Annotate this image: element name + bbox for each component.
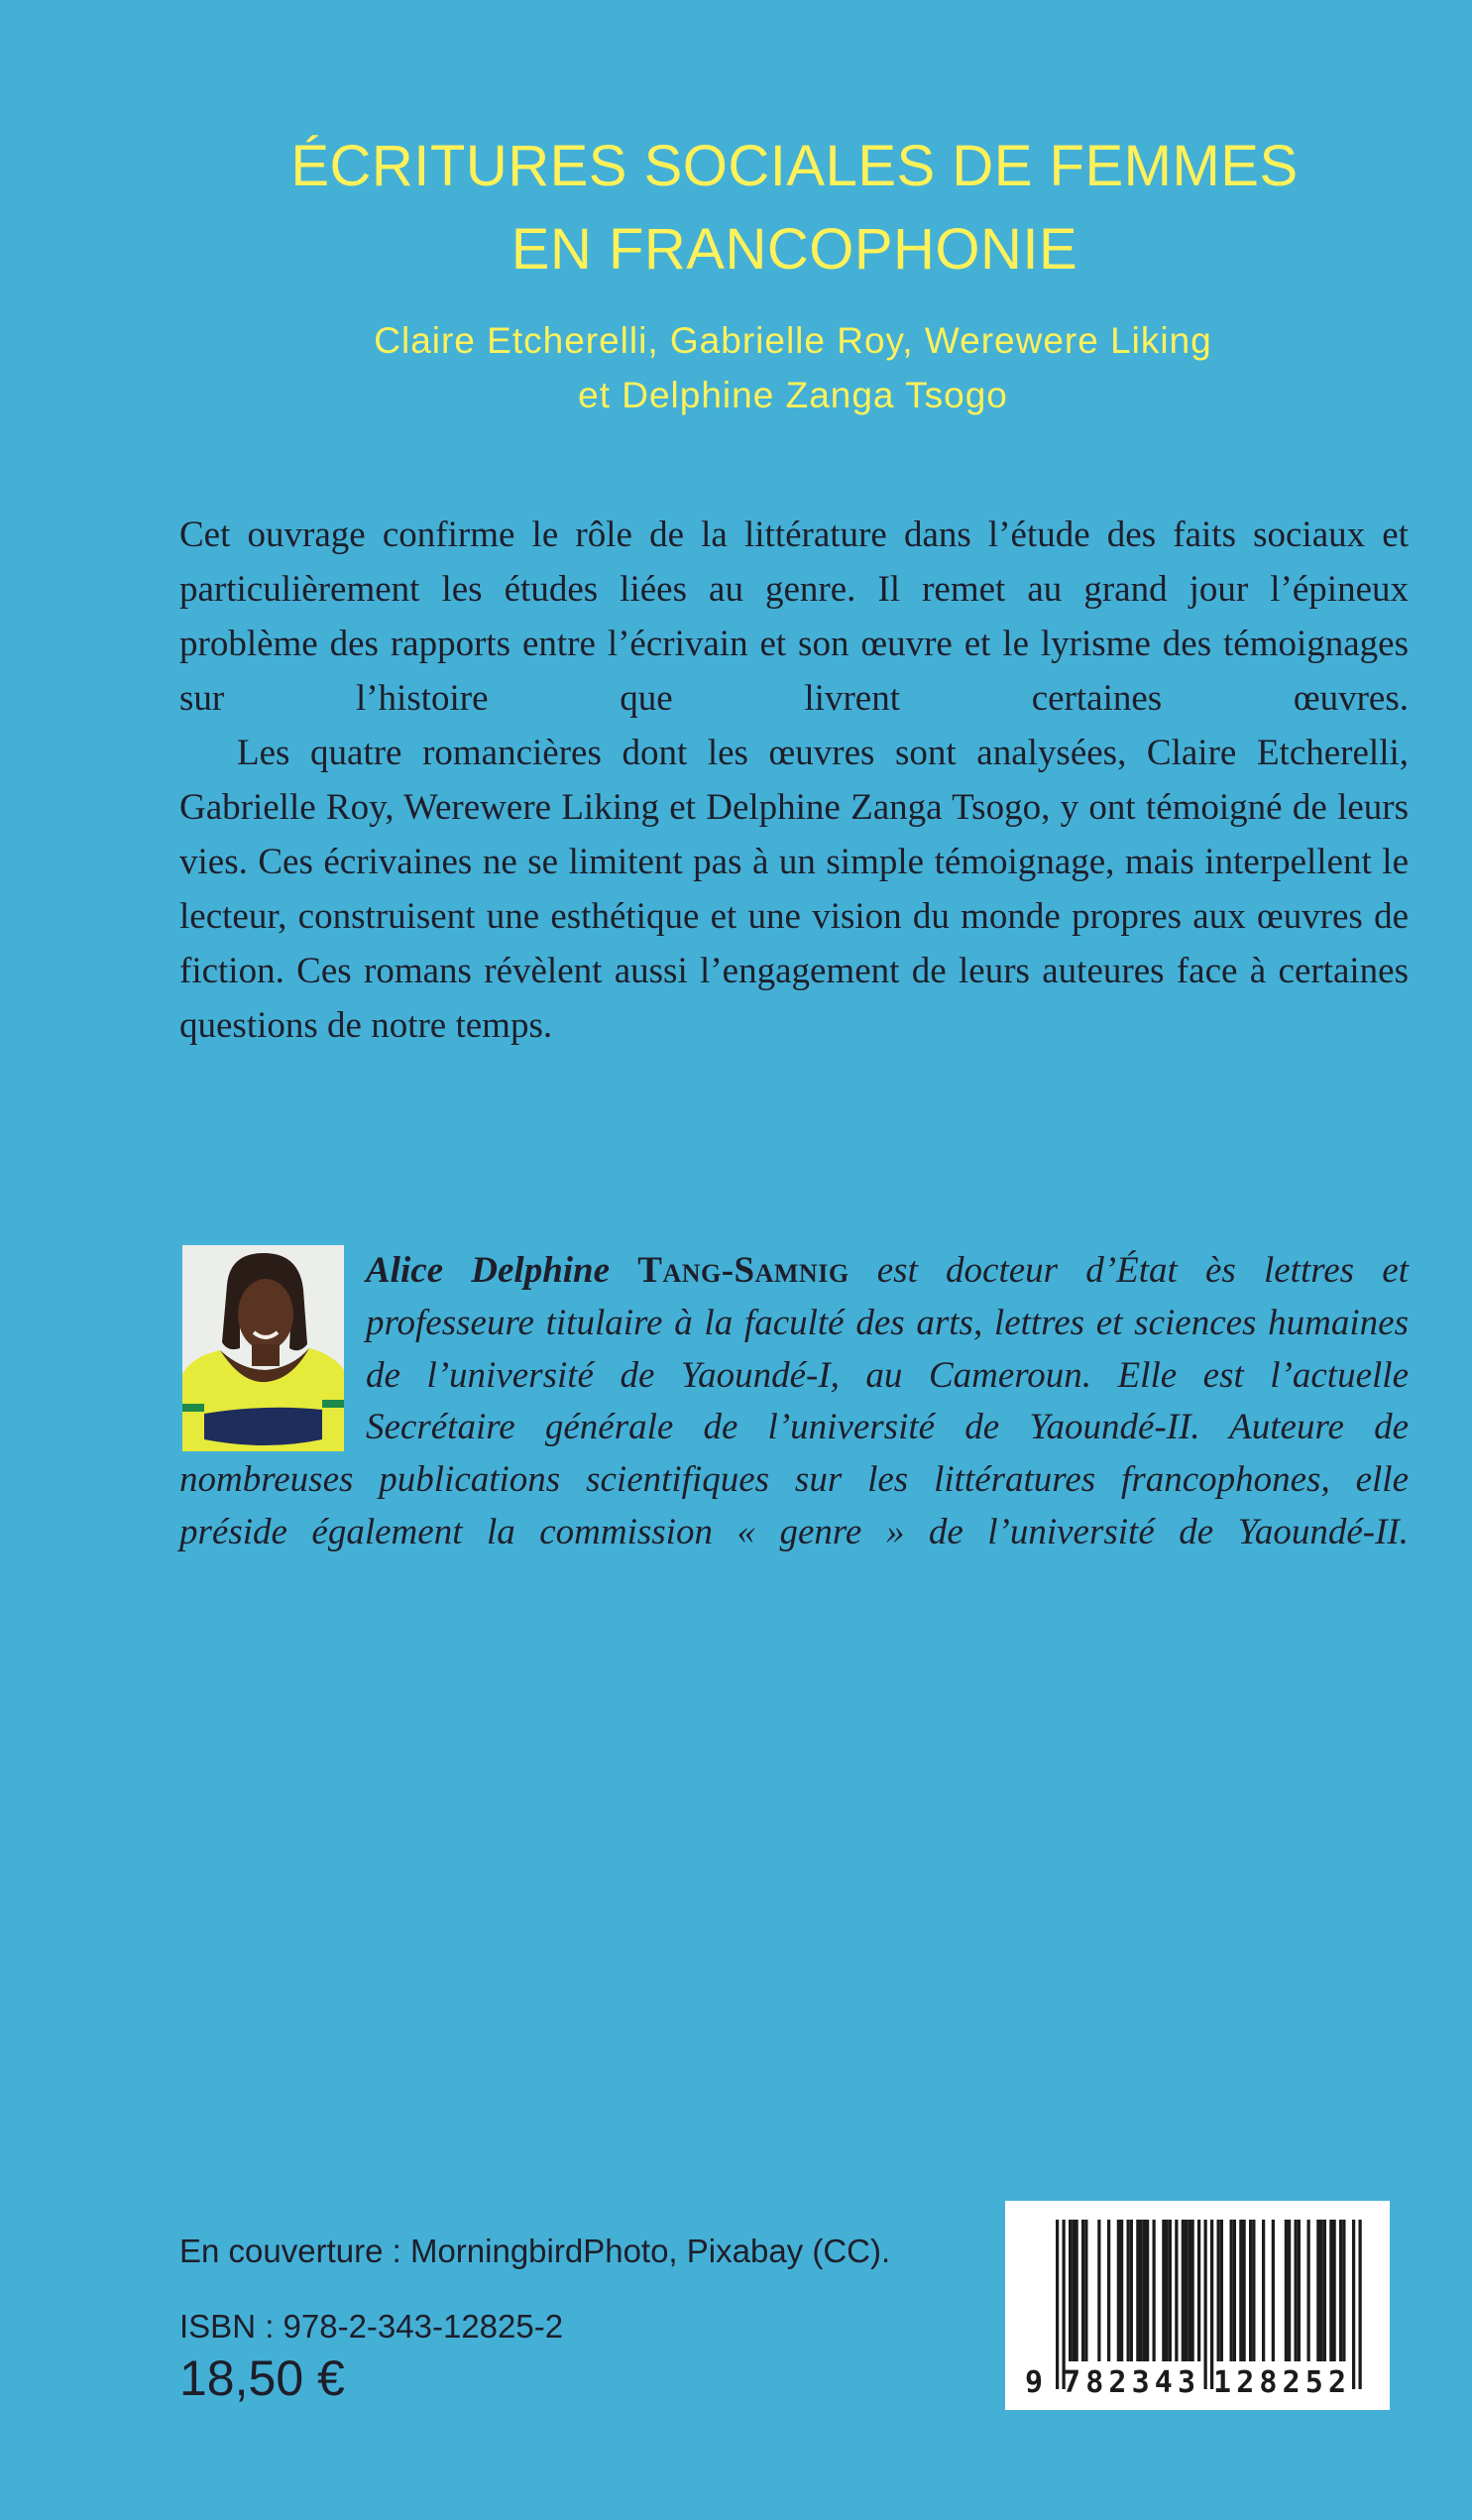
author-portrait-icon xyxy=(182,1245,344,1451)
book-subtitle-line-1: Claire Etcherelli, Gabrielle Roy, Werewere Liking xyxy=(374,320,1212,361)
author-bio-block xyxy=(179,1245,1409,1559)
author-bio-text: est docteur d’État ès lettres et professeure titulaire à la faculté des arts, lettres et sciences humaines de l’université de Yaoundé-I, au Cameroun. Elle est l’actuelle Secrétaire générale de l’université de Yaoundé-II. Auteure de nombreuses publications scientifiques sur les littératures francophones, elle préside également la commission « genre » de l’université de Yaoundé-II. xyxy=(179,1250,1409,1552)
price: 18,50 € xyxy=(179,2350,345,2406)
author-surname: Tang-Samnig xyxy=(637,1250,849,1291)
book-title-line-1: ÉCRITURES SOCIALES DE FEMMES xyxy=(290,134,1299,198)
book-subtitle-line-2: et Delphine Zanga Tsogo xyxy=(578,375,1008,415)
author-photo xyxy=(182,1245,344,1451)
barcode-icon xyxy=(1005,2201,1390,2410)
author-first-names: Alice Delphine xyxy=(366,1250,611,1291)
book-summary xyxy=(179,508,1409,1053)
barcode xyxy=(1005,2201,1390,2410)
isbn: ISBN : 978-2-343-12825-2 xyxy=(179,2308,564,2345)
barcode-left-digits: 782343 xyxy=(1063,2365,1195,2400)
barcode-first-digit: 9 xyxy=(1025,2365,1044,2400)
summary-paragraph-1: Cet ouvrage confirme le rôle de la littérature dans l’étude des faits sociaux et particulièrement les études liées au genre. Il remet au grand jour l’épineux problème des rapports entre l’écrivain et son œuvre et le lyrisme des témoignages sur l’histoire que livrent certaines œuvres. xyxy=(179,515,1409,719)
summary-paragraph-2: Les quatre romancières dont les œuvres sont analysées, Claire Etcherelli, Gabrielle Roy, Werewere Liking et Delphine Zanga Tsogo, y ont témoigné de leurs vies. Ces écrivaines ne se limitent pas à un simple témoignage, mais interpellent le lecteur, construisent une esthétique et une vision du monde propres aux œuvres de fiction. Ces romans révèlent aussi l’engagement de leurs auteures face à certaines questions de notre temps. xyxy=(179,733,1409,1046)
cover-credit: En couverture : MorningbirdPhoto, Pixabay (CC). xyxy=(179,2233,891,2269)
book-title-line-2: EN FRANCOPHONIE xyxy=(510,217,1078,282)
barcode-right-digits: 128252 xyxy=(1213,2365,1346,2400)
